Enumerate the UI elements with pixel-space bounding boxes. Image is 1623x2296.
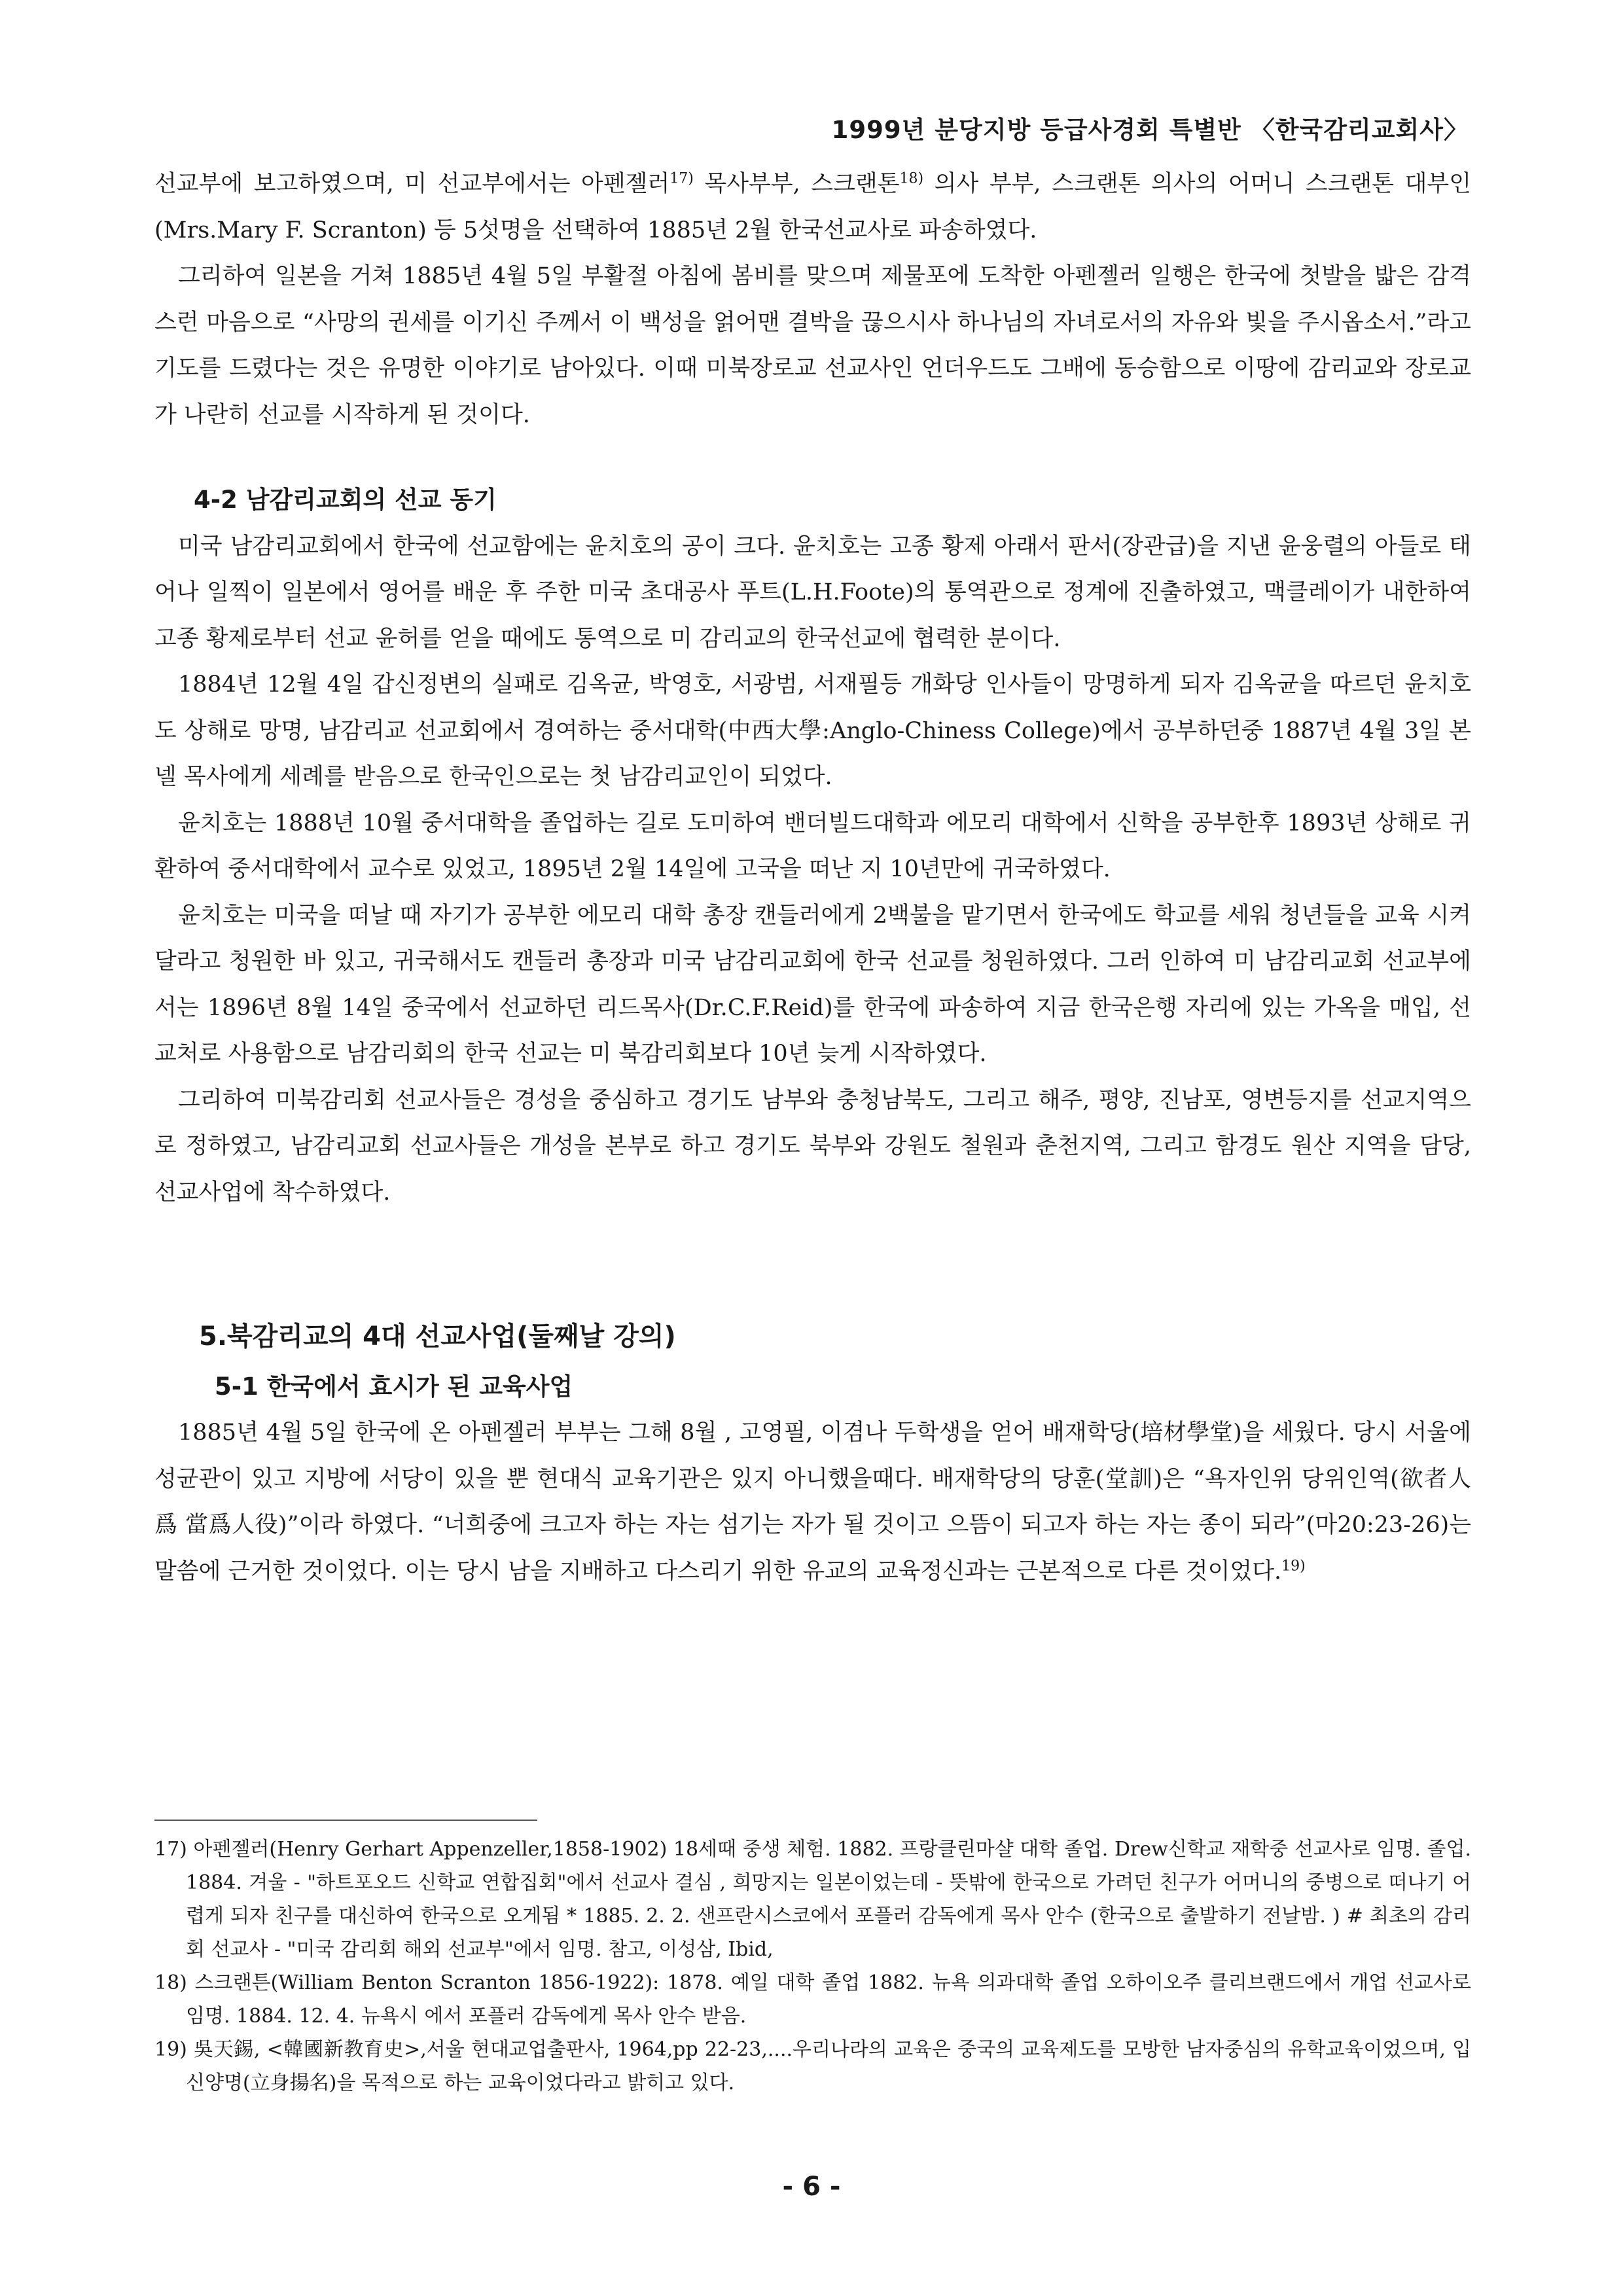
paragraph-3: 미국 남감리교회에서 한국에 선교함에는 윤치호의 공이 크다. 윤치호는 고종 황제 아래서 판서(장관급)을 지낸 윤웅렬의 아들로 태어나 일찍이 일본에서 영어를 배운 후 주한 미국 초대공사 푸트(L.H.Foote)의 통역관으로 정계에 진출하였고, 맥클레이가 내한하여 고종 황제로부터 선교 윤허를 얻을 때에도 통역으로 미 감리교의 한국선교에 협력한 분이다. — [154, 533, 1471, 652]
paragraph-2: 그리하여 일본을 거쳐 1885년 4월 5일 부활절 아침에 봄비를 맞으며 제물포에 도착한 아펜젤러 일행은 한국에 첫발을 밟은 감격스런 마음으로 “사망의 권세를 이기신 주께서 이 백성을 얽어맨 결박을 끊으시사 하나님의 자녀로서의 자유와 빛을 주시옵소서.”라고 기도를 드렸다는 것은 유명한 이야기로 남아있다. 이때 미북장로교 선교사인 언더우드도 그배에 동승함으로 이땅에 감리교와 장로교가 나란히 선교를 시작하게 된 것이다. — [154, 263, 1471, 428]
footnote-ref-18[interactable]: 18) — [899, 170, 924, 187]
paragraph-8: 1885년 4월 5일 한국에 온 아펜젤러 부부는 그해 8월 , 고영필, 이겸나 두학생을 얻어 배재학당(培材學堂)을 세웠다. 당시 서울에 성균관이 있고 지방에 서당이 있을 뿐 현대식 교육기관은 있지 아니했을때다. 배재학당의 당훈(堂訓)은 “욕자인위 당위인역(欲者人爲 當爲人役)”이라 하였다. “너희중에 크고자 하는 자는 섬기는 자가 될 것이고 으뜸이 되고자 하는 자는 종이 되라”(마20:23-26)는 말씀에 근거한 것이었다. 이는 당시 남을 지배하고 다스리기 위한 유교의 교육정신과는 근본적으로 다른 것이었다.$^{19)}$ — [154, 1420, 1471, 1585]
footnote-ref-17[interactable]: 17) — [669, 170, 694, 187]
paragraph-4: 1884년 12월 4일 갑신정변의 실패로 김옥균, 박영호, 서광범, 서재필등 개화당 인사들이 망명하게 되자 김옥균을 따르던 윤치호도 상해로 망명, 남감리교 선교회에서 경여하는 중서대학(中西大學:Anglo-Chiness College)에서 공부하던중 1887년 4월 3일 본넬 목사에게 세례를 받음으로 한국인으로는 첫 남감리교인이 되었다. — [154, 672, 1471, 790]
section-heading-5-1: 5-1 한국에서 효시가 된 교육사업 — [215, 1372, 573, 1401]
footnote-18: 18) 스크랜튼(William Benton Scranton 1856-1922): 1878. 예일 대학 졸업 1882. 뉴욕 의과대학 졸업 오하이오주 클리브랜드에서 개업 선교사로 임명. 1884. 12. 4. 뉴욕시 에서 포플러 감독에게 목사 안수 받음. — [154, 1971, 1471, 2028]
footnote-ref-19[interactable]: 19) — [1281, 1557, 1306, 1574]
footnote-separator — [154, 1820, 537, 1821]
section-heading-4-2: 4-2 남감리교회의 선교 동기 — [194, 486, 497, 514]
body-text — [154, 161, 1471, 1594]
footnote-19: 19) 吳天錫, <韓國新教育史>,서울 현대교업출판사, 1964,pp 22-23,....우리나라의 교육은 중국의 교육제도를 모방한 남자중심의 유학교육이었으며, 입신양명(立身揚名)을 목적으로 하는 교육이었다라고 밝히고 있다. — [154, 2038, 1471, 2094]
paragraph-1: 선교부에 보고하였으며, 미 선교부에서는 아펜젤러$^{17)}$ 목사부부, 스크랜톤$^{18)}$ 의사 부부, 스크랜톤 의사의 어머니 스크랜톤 대부인(Mrs.Mary F. Scranton) 등 5섯명을 선택하여 1885년 2월 한국선교사로 파송하였다. — [154, 170, 1472, 243]
footnote-17: 17) 아펜젤러(Henry Gerhart Appenzeller,1858-1902) 18세때 중생 체험. 1882. 프랑클린마샬 대학 졸업. Drew신학교 재학중 선교사로 임명. 졸업. 1884. 겨울 - "하트포오드 신학교 연합집회"에서 선교사 결심 , 희망지는 일본이었는데 - 뜻밖에 한국으로 가려던 친구가 어머니의 중병으로 떠나기 어렵게 되자 친구를 대신하여 한국으로 오게됨 * 1885. 2. 2. 샌프란시스코에서 포플러 감독에게 목사 안수 (한국으로 출발하기 전날밤. ) # 최초의 감리회 선교사 - "미국 감리회 해외 선교부"에서 임명. 참고, 이성삼, Ibid, — [154, 1838, 1471, 1961]
paragraph-5: 윤치호는 1888년 10월 중서대학을 졸업하는 길로 도미하여 밴더빌드대학과 에모리 대학에서 신학을 공부한후 1893년 상해로 귀환하여 중서대학에서 교수로 있었고, 1895년 2월 14일에 고국을 떠난 지 10년만에 귀국하였다. — [154, 810, 1471, 882]
running-header: 1999년 분당지방 등급사경회 특별반 〈한국감리교회사〉 — [831, 116, 1469, 144]
paragraph-7: 그리하여 미북감리회 선교사들은 경성을 중심하고 경기도 남부와 충청남북도, 그리고 해주, 평양, 진남포, 영변등지를 선교지역으로 정하였고, 남감리교회 선교사들은 개성을 본부로 하고 경기도 북부와 강원도 철원과 춘천지역, 그리고 함경도 원산 지역을 담당, 선교사업에 착수하였다. — [154, 1086, 1471, 1206]
footnotes — [154, 1833, 1471, 2100]
chapter-heading-5: 5.북감리교의 4대 선교사업(둘째날 강의) — [199, 1321, 676, 1352]
page-number: - 6 - — [782, 2172, 841, 2202]
paragraph-6: 윤치호는 미국을 떠날 때 자기가 공부한 에모리 대학 총장 캔들러에게 2백불을 맡기면서 한국에도 학교를 세워 청년들을 교육 시켜 달라고 청원한 바 있고, 귀국해서도 캔들러 총장과 미국 남감리교회에 한국 선교를 청원하였다. 그러 인하여 미 남감리교회 선교부에서는 1896년 8월 14일 중국에서 선교하던 리드목사(Dr.C.F.Reid)를 한국에 파송하여 지금 한국은행 자리에 있는 가옥을 매입, 선교처로 사용함으로 남감리회의 한국 선교는 미 북감리회보다 10년 늦게 시작하였다. — [154, 902, 1471, 1067]
